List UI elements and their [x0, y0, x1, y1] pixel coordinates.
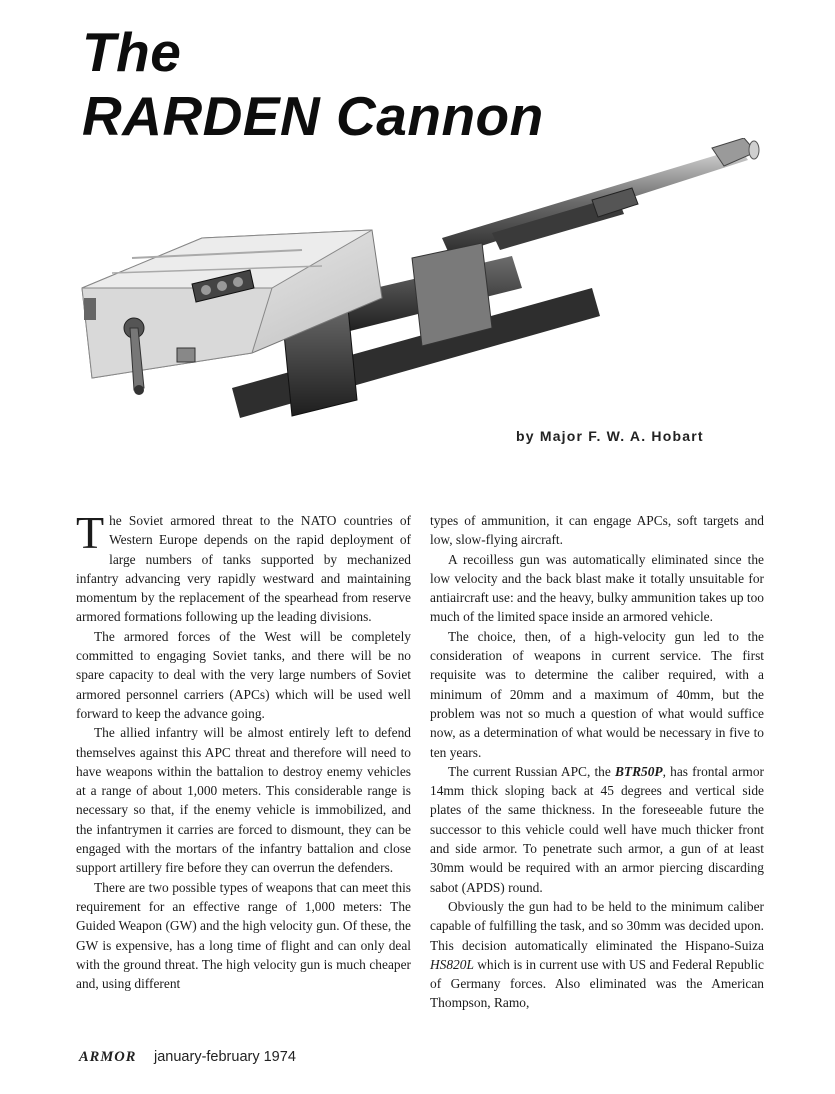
byline: by Major F. W. A. Hobart [516, 428, 704, 444]
paragraph: The allied infantry will be almost entirely left to defend themselves against this APC threat and therefore will need to have weapons within the battalion to destroy enemy vehicles at a range of about 1,000 meters. This considerable range is necessary so that, if the enemy vehicle is immobilized, and the infantrymen it carries are forced to dismount, they can be engaged with the mortars of the infantry battalion and close support artillery fire before they can overrun the defenders. [76, 725, 411, 876]
paragraph: types of ammunition, it can engage APCs, soft targets and low, slow-flying aircraft. [430, 513, 764, 548]
vehicle-designation: BTR50P [615, 763, 663, 779]
paragraph [430, 897, 764, 1013]
page-footer [79, 1049, 296, 1066]
paragraph: There are two possible types of weapons that can meet this requirement for an effective range of 1,000 meters: The Guided Weapon (GW) and the high velocity gun. Of these, the GW is expensive, has a long time of flight and can only deal with the ground threat. The high velocity gun is much cheaper and, using different [76, 879, 411, 992]
paragraph-text: Obviously the gun had to be held to the minimum caliber capable of fulfilling the task, and so 30mm was decided upon. This decision automatically eliminated the Hispano-Suiza [430, 898, 764, 953]
paragraph-text: he Soviet armored threat to the NATO countries of Western Europe depends on the rapid deployment of large numbers of tanks supported by mechanized infantry advancing very rapidly westward and maintaining momentum by the replacement of the spearhead from reserve armored formations following up the leading divisions. [76, 513, 411, 625]
paragraph-text: The current Russian APC, the [448, 763, 615, 779]
article-column-right [430, 511, 764, 1013]
gun-designation: HS820L [430, 956, 474, 972]
paragraph-text: , has frontal armor 14mm thick sloping back at 45 degrees and vertical side plates of the same thickness. In the foreseeable future the successor to this vehicle could well have much thicker front and side armor. To penetrate such armor, a gun of at least 30mm would be required with an armor piercing discarding sabot (APDS) round. [430, 763, 764, 895]
article-title [82, 20, 544, 148]
magazine-name: ARMOR [79, 1049, 137, 1065]
rarden-cannon-photo [72, 138, 762, 423]
paragraph [76, 507, 411, 627]
paragraph-text: which is in current use with US and Federal Republic of Germany forces. Also eliminated was the American Thompson, Ramo, [430, 956, 764, 1011]
title-line-1: The [82, 21, 182, 83]
paragraph: A recoilless gun was automatically eliminated since the low velocity and the back blast make it totally unsuitable for antiaircraft use: and the heavy, bulky ammunition takes up too much of the limited space inside an armored vehicle. [430, 551, 764, 625]
paragraph [430, 762, 764, 897]
paragraph: The armored forces of the West will be completely committed to engaging Soviet tanks, and there will be no spare capacity to deal with the very large numbers of Soviet armored personnel carriers (APCs) which will be used well forward to keep the advance going. [76, 628, 411, 721]
article-column-left [76, 507, 411, 993]
drop-cap: T [76, 507, 105, 558]
issue-date: january-february 1974 [154, 1049, 296, 1065]
paragraph: The choice, then, of a high-velocity gun led to the consideration of weapons in current service. The first requisite was to determine the caliber required, with a minimum of 20mm and a maximum of 40mm, but the problem was not so much a question of what would suffice now, as a determination of what would be necessary in five to ten years. [430, 628, 764, 760]
title-line-2: RARDEN Cannon [82, 85, 544, 147]
